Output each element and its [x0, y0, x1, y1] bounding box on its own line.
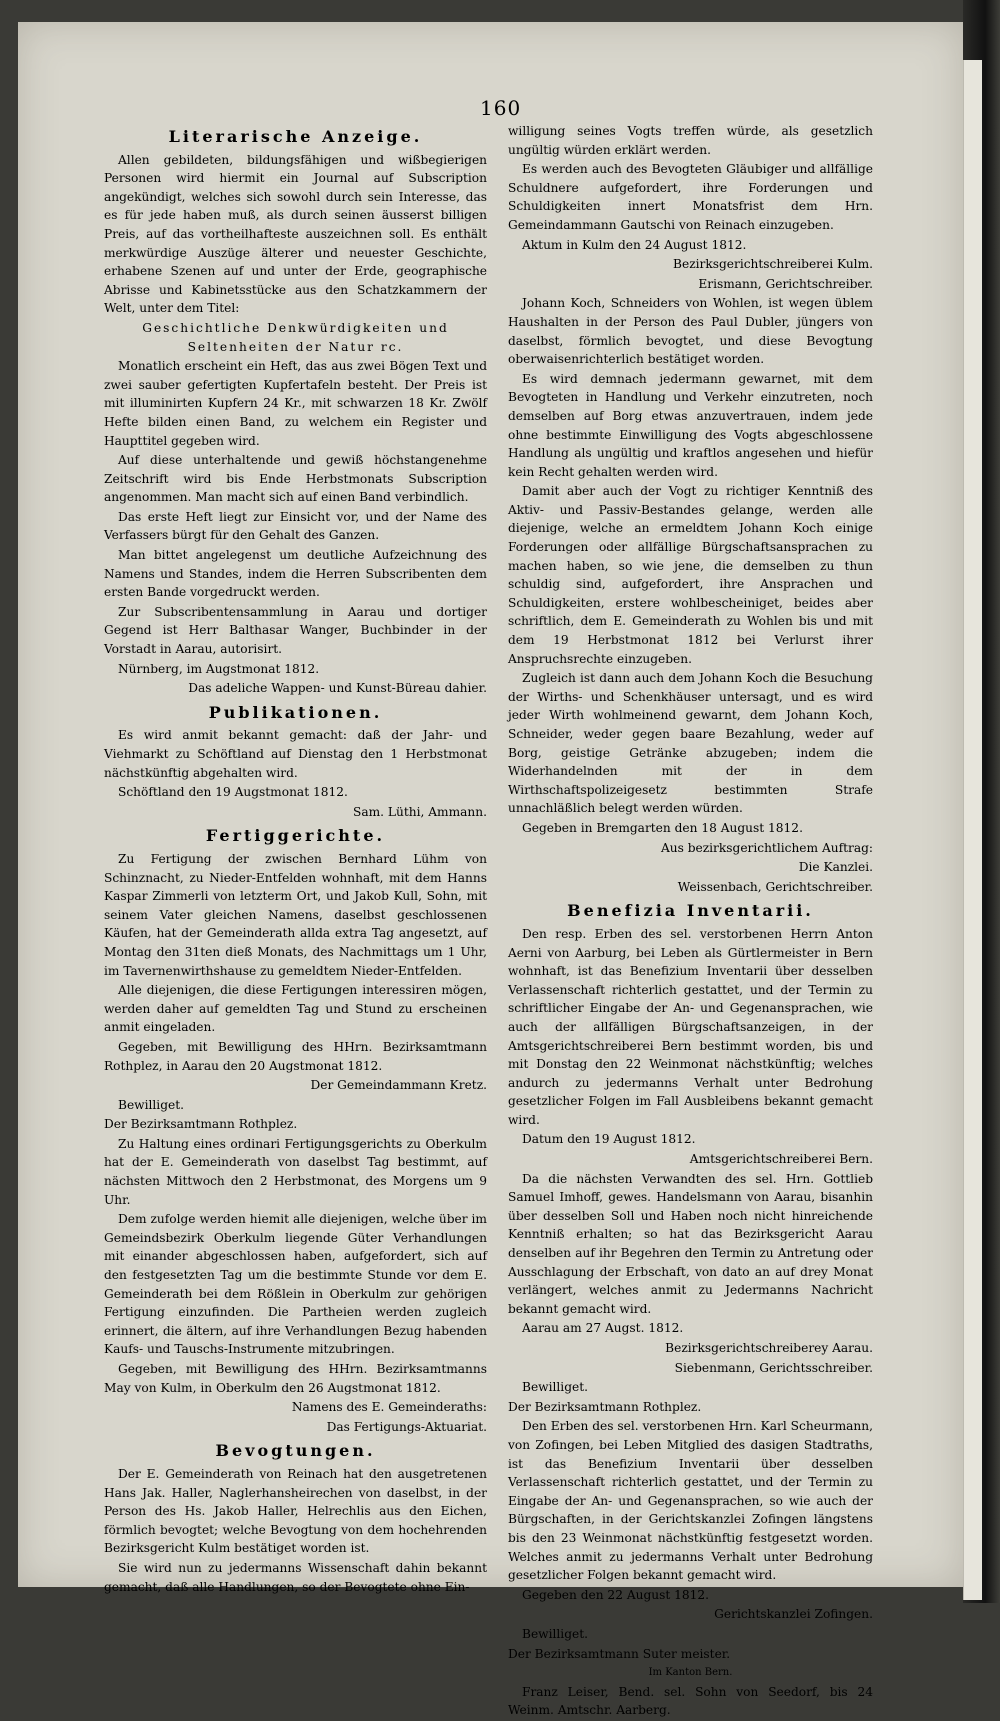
right-paragraph: Datum den 19 August 1812.	[522, 1132, 696, 1147]
right-paragraph: Gegeben den 22 August 1812.	[522, 1587, 710, 1602]
right-text-line: willigung seines Vogts treffen würde, als gesetzlich ungültig würden erklärt werden.	[508, 124, 873, 157]
left-paragraph: Schöftland den 19 Augstmonat 1812.	[118, 785, 348, 800]
right-paragraph: Franz Leiser, Bend. sel. Sohn von Seedorf, bis 24 Weinm. Amtschr. Aarberg.	[508, 1684, 873, 1718]
right-section-heading: Benefizia Inventarii.	[567, 901, 814, 921]
right-text-line: Der Bezirksamtmann Suter meister.	[508, 1646, 731, 1661]
right-signature: Amtsgerichtschreiberei Bern.	[689, 1152, 873, 1167]
right-signature: Siebenmann, Gerichtsschreiber.	[674, 1360, 873, 1375]
left-paragraph: Gegeben, mit Bewilligung des HHrn. Bezirksamtmanns May von Kulm, in Oberkulm den 26 Augstmonat 1812.	[104, 1362, 487, 1395]
right-paragraph: Es werden auch des Bevogteten Gläubiger und allfällige Schuldnere aufgefordert, ihre Forderungen und Schuldigkeiten innert Monatsfrist dem Hrn. Gemeindammann Gautschi von Reinach einzugeben.	[508, 162, 873, 232]
right-paragraph: Johann Koch, Schneiders von Wohlen, ist wegen üblem Haushalten in der Person des Paul Dubler, jüngers von daselbst, förmlich bevogtet, und diese Bevogtung oberwaisenrichterlich bestätiget worden.	[508, 296, 873, 367]
right-paragraph: Aktum in Kulm den 24 August 1812.	[522, 237, 747, 252]
left-signature: Das adeliche Wappen- und Kunst-Büreau dahier.	[188, 681, 487, 696]
right-text-line: Der Bezirksamtmann Rothplez.	[508, 1399, 702, 1414]
right-signature: Aus bezirksgerichtlichem Auftrag:	[660, 840, 873, 855]
left-paragraph: Monatlich erscheint ein Heft, das aus zwei Bögen Text und zwei sauber gefertigten Kupfertafeln besteht. Der Preis ist mit illuminirten Kupfern 24 Kr., mit schwarzen 18 Kr. Zwölf Hefte bilden einen Band, zu welchem ein Register und Haupttitel gegeben wird.	[104, 359, 487, 448]
left-column	[104, 122, 487, 1597]
right-subheading: Im Kanton Bern.	[648, 1667, 733, 1679]
right-signature: Weissenbach, Gerichtschreiber.	[677, 879, 873, 894]
right-signature: Bezirksgerichtschreiberei Kulm.	[673, 257, 873, 272]
left-section-heading: Literarische Anzeige.	[168, 127, 423, 146]
right-paragraph: Gegeben in Bremgarten den 18 August 1812.	[522, 820, 803, 835]
left-section-heading: Bevogtungen.	[215, 1441, 376, 1461]
right-signature: Erismann, Gerichtschreiber.	[698, 276, 873, 291]
right-paragraph: Zugleich ist dann auch dem Johann Koch die Besuchung der Wirths- und Schenkhäuser untersagt, und es wird jeder Wirth wohlmeinend gewarnt, dem Johann Koch, Schneider, weder gegen baare Bezahlung, weder auf Borg, geistige Getränke abzugeben; indem die Widerhandelnden mit der in dem Wirthschaftspolizeigesetz bestimmten Strafe unnachläßlich belegt werden würden.	[508, 671, 873, 816]
left-paragraph: Zur Subscribentensammlung in Aarau und dortiger Gegend ist Herr Balthasar Wanger, Buchbinder in der Vorstadt in Aarau, autorisirt.	[104, 604, 487, 657]
right-paragraph: Bewilliget.	[522, 1380, 588, 1395]
left-signature: Namens des E. Gemeinderaths:	[291, 1400, 487, 1415]
right-signature: Bezirksgerichtschreiberey Aarau.	[665, 1341, 873, 1355]
left-section-heading: Fertiggerichte.	[205, 826, 386, 846]
right-paragraph: Bewilliget.	[522, 1626, 588, 1641]
left-paragraph: Nürnberg, im Augstmonat 1812.	[118, 661, 320, 676]
left-paragraph: Bewilliget.	[118, 1097, 184, 1112]
right-paragraph: Damit aber auch der Vogt zu richtiger Kenntniß des Aktiv- und Passiv-Bestandes gelange, werden alle diejenige, welche an ermeldtem Johann Koch einige Forderungen oder allfällige Bürgschaftsansprachen zu machen haben, so wie jene, die demselben zu thun schuldig sind, aufgefordert, ihre Ansprachen und Schuldigkeiten, erstere wohlbescheiniget, beides aber schriftlich, dem E. Gemeinderath zu Wohlen bis und mit dem 19 Herbstmonat 1812 bei Verlurst ihrer Anspruchsrechte einzugeben.	[508, 484, 873, 666]
left-paragraph: Gegeben, mit Bewilligung des HHrn. Bezirksamtmann Rothplez, in Aarau den 20 Augstmonat 1812.	[104, 1039, 487, 1073]
right-column	[508, 122, 873, 1721]
left-paragraph: Allen gebildeten, bildungsfähigen und wißbegierigen Personen wird hiermit ein Journal auf Subscription angekündigt, welches sich sowohl durch sein Interesse, das es für jede haben muß, als durch seinen äusserst billigen Preis, auf das vortheilhafteste auszeichnen soll. Es enthält merkwürdige Auszüge älterer und neuester Geschichte, erhabene Szenen auf und unter der Erde, geographische Abrisse und Kabinetsstücke aus den Schatzkammern der Welt, unter dem Titel:	[104, 152, 487, 316]
left-signature: Das Fertigungs-Aktuariat.	[326, 1419, 487, 1434]
left-paragraph: Auf diese unterhaltende und gewiß höchstangenehme Zeitschrift wird bis Ende Herbstmonats Subscription angenommen. Man macht sich auf einen Band verbindlich.	[104, 453, 487, 505]
right-paragraph: Den Erben des sel. verstorbenen Hrn. Karl Scheurmann, von Zofingen, bei Leben Mitglied des dasigen Stadtraths, ist das Benefizium Inventarii über desselben Verlassenschaft richterlich gestattet, und der Termin zu Eingabe der An- und Gegenansprachen, so wie auch der Bürgschaften, in der Gerichtskanzlei Zofingen längstens bis den 23 Weinmonat nächstkünftig festgesetzt worden. Welches anmit zu jedermanns Verhalt unter Bedrohung gesetzlicher Folgen bekannt gemacht wird.	[508, 1419, 873, 1583]
right-paragraph: Es wird demnach jedermann gewarnet, mit dem Bevogteten in Handlung und Verkehr einzutreten, noch demselben auf Borg etwas anzuvertrauen, indem jede ohne bestimmte Einwilligung des Vogts abgeschlossene Handlung als ungültig und kraftlos angesehen und hiefür kein Recht gehalten werden wird.	[508, 371, 873, 479]
page-number: 160	[480, 96, 522, 120]
left-text-line: Der Bezirksamtmann Rothplez.	[104, 1117, 298, 1132]
left-paragraph: Das erste Heft liegt zur Einsicht vor, und der Name des Verfassers bürgt für den Gehalt des Ganzen.	[104, 509, 487, 543]
left-paragraph: Zu Fertigung der zwischen Bernhard Lühm von Schinznacht, zu Nieder-Entfelden wohnhaft, mit dem Hanns Kaspar Zimmerli von letzterm Ort, und Jakob Kull, Sohn, mit seinem Vater gleichen Namens, daselbst geschlossenen Käufen, hat der Gemeinderath allda extra Tag angesetzt, auf Montag den 31ten dieß Monats, des Nachmittags um 1 Uhr, im Tavernenwirthshause zu gemeldtem Nieder-Entfelden.	[104, 851, 487, 978]
left-paragraph: Dem zufolge werden hiemit alle diejenigen, welche über im Gemeindsbezirk Oberkulm liegende Güter Verhandlungen mit einander abgeschlossen haben, aufgefordert, sich auf den festgesetzten Tag um die bestimmte Stunde vor dem E. Gemeinderath bei dem Rößlein in Oberkulm zur gehörigen Fertigung einzufinden. Die Partheien werden zugleich erinnert, die ältern, auf ihre Verhandlungen Bezug habenden Kaufs- und Tauschs-Instrumente mitzubringen.	[104, 1212, 487, 1357]
left-title-line: Geschichtliche Denkwürdigkeiten und Seltenheiten der Natur rc.	[142, 320, 449, 354]
right-paragraph: Da die nächsten Verwandten des sel. Hrn. Gottlieb Samuel Imhoff, gewes. Handelsmann von Aarau, bisanhin über desselben Soll und Haben noch nicht hinreichende Kenntniß erhalten; so hat das Bezirksgericht Aarau denselben auf ihr Begehren den Termin zu Antretung oder Ausschlagung der Erbschaft, von dato an auf drey Monat verlängert, welches anmit zu Jedermanns Nachricht bekannt gemacht wird.	[508, 1171, 873, 1316]
left-paragraph: Sie wird nun zu jedermanns Wissenschaft dahin bekannt gemacht, daß alle Handlungen, so der Bevogtete ohne Ein-	[104, 1560, 487, 1594]
right-signature: Gerichtskanzlei Zofingen.	[714, 1607, 873, 1622]
left-paragraph: Der E. Gemeinderath von Reinach hat den ausgetretenen Hans Jak. Haller, Naglerhansheirechen von daselbst, in der Person des Hs. Jakob Haller, Helrechlis aus den Eichen, förmlich bevogtet; welche Bevogtung von dem hochehrenden Bezirksgericht Kulm bestätiget worden ist.	[104, 1466, 487, 1556]
right-signature: Die Kanzlei.	[798, 860, 873, 875]
left-paragraph: Man bittet angelegenst um deutliche Aufzeichnung des Namens und Standes, indem die Herren Subscribenten dem ersten Bande vorgedruckt werden.	[104, 548, 487, 600]
left-paragraph: Zu Haltung eines ordinari Fertigungsgerichts zu Oberkulm hat der E. Gemeinderath von daselbst Tag bestimmt, auf nächsten Mittwoch den 2 Herbstmonat, des Morgens um 9 Uhr.	[104, 1136, 487, 1207]
left-paragraph: Es wird anmit bekannt gemacht: daß der Jahr- und Viehmarkt zu Schöftland auf Dienstag den 1 Herbstmonat nächstkünftig abgehalten wird.	[104, 728, 487, 780]
left-signature: Sam. Lüthi, Ammann.	[352, 804, 487, 819]
left-paragraph: Alle diejenigen, die diese Fertigungen interessiren mögen, werden daher auf gemeldten Tag und Stund zu erscheinen anmit eingeladen.	[104, 983, 487, 1035]
left-section-heading: Publikationen.	[208, 702, 383, 722]
page-edge	[963, 60, 982, 1600]
right-paragraph: Aarau am 27 Augst. 1812.	[522, 1321, 684, 1336]
right-paragraph: Den resp. Erben des sel. verstorbenen Herrn Anton Aerni von Aarburg, bei Leben als Gürtlermeister in Bern wohnhaft, ist das Benefizium Inventarii über desselben Verlassenschaft richterlich gestattet, und der Termin zu schriftlicher Eingabe der An- und Gegenansprachen, wie auch der allfälligen Bürgschaftsanzeigen, in der Amtsgerichtschreiberei Bern bestimmt worden, bis und mit Donstag den 22 Weinmonat nächstkünftig; welches andurch zu jedermanns Verhalt unter Bedrohung gesetzlicher Folgen im Fall Ausbleibens bekannt gemacht wird.	[508, 926, 873, 1127]
left-signature: Der Gemeindammann Kretz.	[310, 1078, 487, 1093]
